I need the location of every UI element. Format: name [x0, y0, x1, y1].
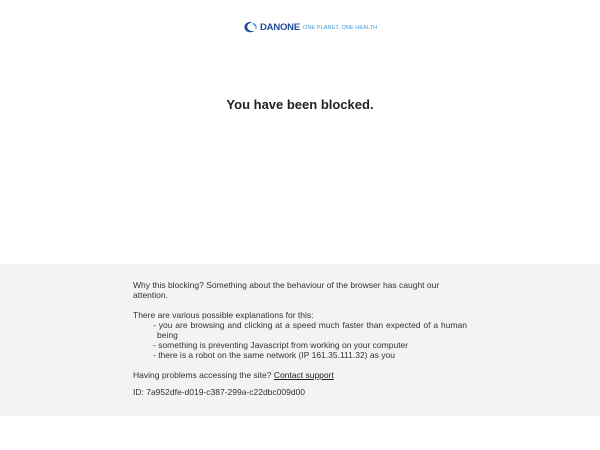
reasons-list	[153, 320, 467, 360]
info-content	[133, 280, 467, 397]
block-id: ID: 7a952dfe-d019-c387-299a-c22dbc009d00	[133, 387, 306, 397]
explanations-intro: There are various possible explanations for this:	[133, 310, 314, 320]
reason-item-robot: - there is a robot on the same network (IP 161.35.111.32) as you	[153, 350, 395, 360]
danone-logo-icon	[243, 20, 258, 34]
why-blocking-text: Why this blocking? Something about the behaviour of the browser has caught our attention.	[133, 280, 440, 300]
info-panel	[0, 264, 600, 416]
danone-tagline: ONE PLANET. ONE HEALTH	[302, 24, 378, 31]
page-title: You have been blocked.	[226, 97, 374, 112]
danone-logo	[243, 19, 377, 35]
reason-item-javascript: - something is preventing Javascript from working on your computer	[153, 340, 409, 350]
contact-support-link[interactable]: Contact support	[273, 370, 334, 380]
reason-item-speed: - you are browsing and clicking at a speed much faster than expected of a human being	[153, 320, 467, 340]
help-prefix: Having problems accessing the site?	[133, 370, 272, 380]
help-line	[133, 370, 467, 380]
danone-brand-name: DANONE	[260, 21, 300, 33]
